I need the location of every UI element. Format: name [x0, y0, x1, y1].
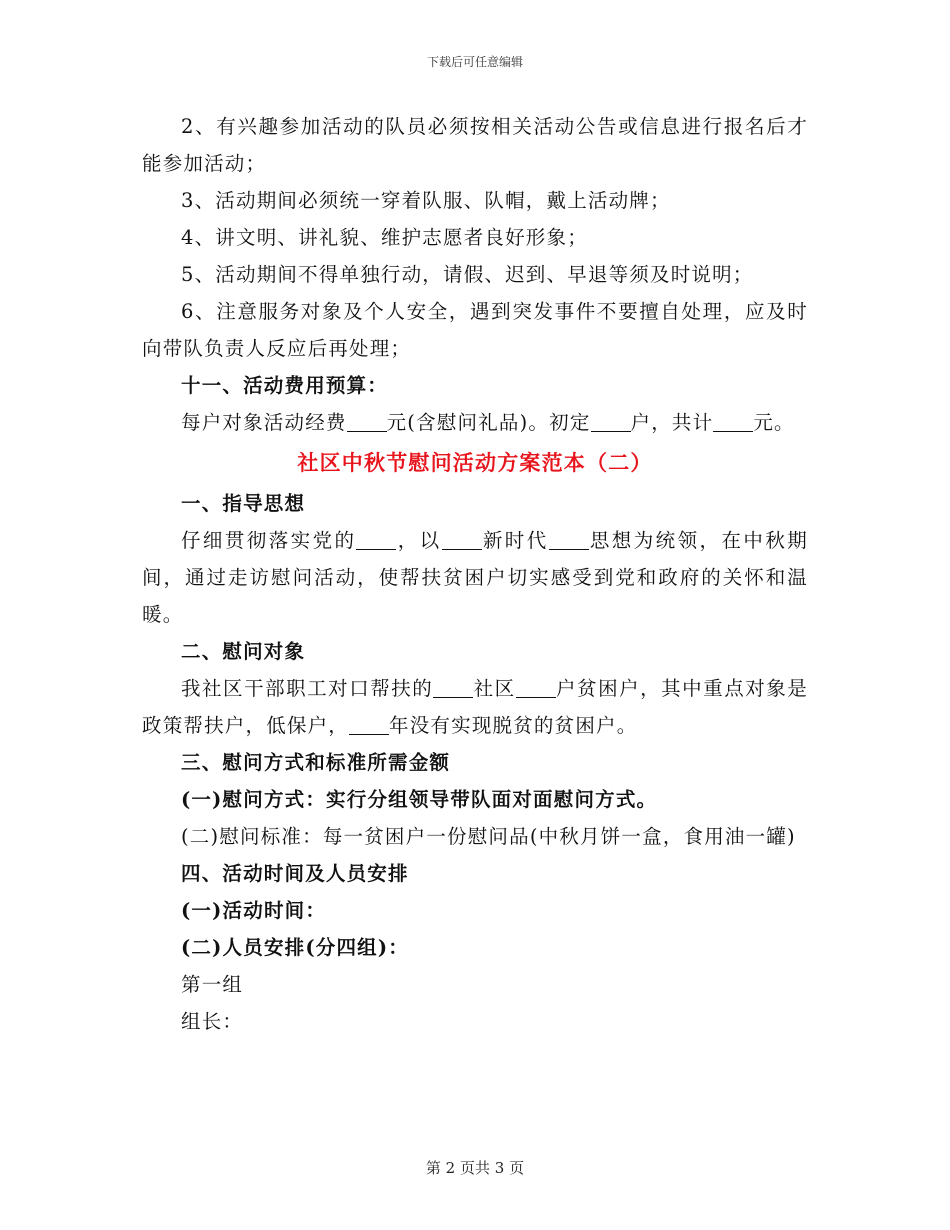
guide-paragraph: [142, 522, 808, 633]
rule-item-4: 4、讲文明、讲礼貌、维护志愿者良好形象；: [181, 226, 588, 249]
blank-line: [349, 715, 389, 736]
guide-text-d: 思想为统领，在中秋期间，通过走访慰问活动，使帮扶贫困户切实感受到党和政府的关怀和温暖。: [142, 529, 808, 626]
budget-text-c: 户，共计: [630, 411, 714, 434]
section-heading-schedule: 四、活动时间及人员安排: [181, 862, 409, 885]
document-title: 社区中秋节慰问活动方案范本（二）: [297, 450, 653, 475]
blank-line: [347, 412, 387, 433]
rule-item-3: 3、活动期间必须统一穿着队服、队帽，戴上活动牌；: [181, 189, 671, 212]
guide-text-b: ，以: [396, 529, 442, 552]
target-text-c: 户贫困户，其中重点对象是政策帮扶户，低保户，: [142, 677, 809, 737]
budget-text-a: 每户对象活动经费: [181, 411, 347, 434]
blank-line: [549, 530, 589, 551]
section-heading-target: 二、慰问对象: [181, 640, 306, 663]
rule-item-5: 5、活动期间不得单独行动，请假、迟到、早退等须及时说明；: [181, 263, 754, 286]
target-text-a: 我社区干部职工对口帮扶的: [181, 677, 434, 700]
rule-item-6: 6、注意服务对象及个人安全，遇到突发事件不要擅自处理，应及时向带队负责人反应后再处理；: [142, 300, 808, 360]
page-footer: 第 2 页共 3 页: [425, 1159, 525, 1177]
document-body: [142, 108, 808, 1040]
target-paragraph: [142, 670, 808, 744]
section-heading-method: 三、慰问方式和标准所需金额: [181, 751, 451, 774]
group-one: 第一组: [181, 973, 244, 996]
guide-text-a: 仔细贯彻落实党的: [181, 529, 357, 552]
target-text-b: 社区: [473, 677, 516, 700]
rule-item-2: 2、有兴趣参加活动的队员必须按相关活动公告或信息进行报名后才能参加活动；: [142, 115, 808, 175]
target-text-d: 年没有实现脱贫的贫困户。: [389, 714, 638, 737]
budget-paragraph: [142, 404, 808, 441]
page-header: 下载后可任意编辑: [426, 55, 523, 69]
standard-line: (二)慰问标准：每一贫困户一份慰问品(中秋月饼一盒，食用油一罐): [181, 825, 796, 848]
section-heading-guide: 一、指导思想: [181, 492, 306, 515]
blank-line: [591, 412, 631, 433]
budget-text-b: 元(含慰问礼品)。初定: [386, 411, 591, 434]
time-line: (一)活动时间：: [181, 899, 327, 922]
staff-line: (二)人员安排(分四组)：: [181, 936, 410, 959]
method-line: (一)慰问方式：实行分组领导带队面对面慰问方式。: [181, 788, 658, 811]
guide-text-c: 新时代: [481, 529, 549, 552]
group-leader: 组长：: [181, 1010, 244, 1033]
blank-line: [713, 412, 753, 433]
budget-text-d: 元。: [753, 411, 795, 434]
blank-line: [433, 678, 473, 699]
section-heading-budget: 十一、活动费用预算：: [181, 374, 389, 397]
blank-line: [442, 530, 482, 551]
blank-line: [516, 678, 556, 699]
blank-line: [356, 530, 396, 551]
